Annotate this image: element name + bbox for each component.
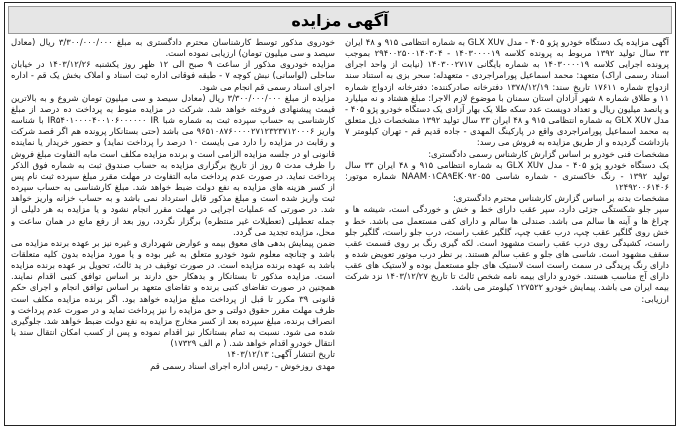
notice-paragraph: آگهی مزایده یک دستگاه خودرو پژو ۴۰۵ - مدل GLX XU۷ به شماره انتظامی ۹۱۵ و ۴۸ ایران ۳۳ سال تولید ۱۳۹۲ مربوط به پرونده کلاسه ۱۴۰۳۰۰۰۰۱۹ - ۲۹۴۰۰۲۵۰۰۱۴۰۳۰۴ بموجب پرونده اجرایی کلاسه ۱۴۰۳۰۰۰۰۱۹ به شماره بایگانی ۱۴۰۳۰۰۲۷۱۷ (نیابت از واحد اجرای اسناد رسمی اراک) متعهد: محمد اسماعیل پورامراجردی - متعهدله: سحر بزی به استناد سند ازدواج شماره ۱۷۶۱۱ تاریخ سند: ۱۳۷۸/۱۲/۱۹ دفترخانه صادرکننده: دفترخانه ازدواج شماره ۱۱ و طلاق شماره ۸ شهر آزادان استان سمنان با موضوع لازم الاجرا: مبلغ هشتاد و نه میلیارد و پانصد میلیون ریال و تعداد دویست عدد سکه طلا یک بهار آزادی یک دستگاه خودرو پژو ۴۰۵ - مدل GLX XU۷ به شماره انتظامی ۹۱۵ و ۴۸ ایران ۳۳ سال تولید ۱۳۹۲ مشخصات ذیل متعلق به محمد اسماعیل پورامراجردی واقع در پارکینگ المهدی - جاده قدیم قم - تهران کیلومتر ۷ بازداشت گردیده و از طریق مزایده به فروش می رسد: [345, 37, 669, 148]
notice-paragraph: مزایده از مبلغ ۳/۳۰۰/۰۰۰/۰۰۰ ریال (معادل سیصد و سی میلیون تومان شروع و به بالاترین قیمت پیشنهادی فروخته خواهد شد. شرکت در مزایده منوط به پرداخت ده درصد از مبلغ کارشناسی به حساب سپرده ثبت به شماره شبا IR۵۴۰۱۰۰۰۰۴۰۰۱۰۶۰۰۰۰۰۰ IR با شناسه واریز ۹۶۵۱۰۸۷۶۰۰۰۰۲۷۱۲۳۲۳۷۱۲۰۰۰۶ می باشد (حتی بستانکار پرونده هم اگر قصد شرکت و رقابت در مزایده را دارد می بایست ۱۰ درصد را پرداخت نماید) و حضور خریدار یا نماینده قانونی او در جلسه مزایده الزامی است و برنده مزایده مکلف است مابه التفاوت مبلغ فروش را ظرف مدت ۵ روز از تاریخ برگزاری مزایده به حساب صندوق ثبت به شماره فوق الذکر پرداخت نماید. در صورت عدم پرداخت مابه التفاوت در مهلت مقرر مبلغ سپرده ثبت نام پس از کسر هزینه های مزایده به نفع دولت ضبط خواهد شد. مبلغ کارشناسی به حساب سپرده ثبت واریز شده است و مبلغ مذکور قابل استرداد نمی باشد و به حساب خزانه واریز خواهد شد. در صورتی که عملیات اجرایی در مهلت مقرر انجام نشود و یا مزایده به هر دلیلی از جمله تعطیلی (تعطیلات غیر منتظره) برگزار نگردد، روز بعد از رفع مانع در همان ساعت و محل، مزایده تجدید می گردد. [11, 92, 335, 237]
notice-paragraph: ارزیابی: [641, 293, 669, 304]
notice-paragraph: ضمن پیمایش بدهی های معوق بیمه و عوارض شهرداری و غیره نیز بر عهده برنده مزایده می باشد و چنانچه معلوم شود خودرو متعلق به غیر بوده و یا مورد مزایده بدون کلیه متعلقات باشد به عهده برنده مزایده است. در صورت توقیف در ید ثالث، تحویل بر عهده برنده مزایده است. مزایده مذکور تا بستانکار و بدهکار حق دارند بر اساس توافق کتبی اقدام نمایند. همچنین در صورت تقاضای کتبی برنده و تقاضای متعهد بر اساس توافق انجام و اجرای حکم قانونی ۳۹ مکرر تا قبل از پرداخت مبلغ مزایده خواهد بود. اگر برنده مزایده مکلف است ظرف مهلت مقرر حقوق دولتی و حق مزایده را نیز پرداخت نماید و در صورت عدم پرداخت و انصراف برنده، مبلغ سپرده بعد از کسر مخارج مزایده به نفع دولت ضبط خواهد شد. جلوگیری شده می شود. نسبت به تمام بستانکار نیز اقدام نموده و پس از کسب امکان انتقال سند یا انتقال خودرو اقدام خواهد شد. ( م الف ۱۷۳۲۹) [11, 237, 335, 349]
notice-paragraph: خودروی مذکور توسط کارشناسان محترم دادگستری به مبلغ ۳/۳۰۰/۰۰۰/۰۰۰ ریال (معادل سیصد و سی میلیون تومان) ارزیابی نموده است. [11, 37, 335, 59]
signature: مهدی روزخوش - رئیس اداره اجرای اسناد رسمی قم [150, 360, 335, 371]
notice-paragraph: یک دستگاه خودرو پژو ۴۰۵ - مدل GLX XU۷ به شماره انتظامی ۹۱۵ و ۴۸ ایران ۳۳ سال تولید ۱۳۹۲ - رنگ خاکستری - شماره شاسی NAAM۰۱CA۹EK۰۹۲۰۵۵ شماره موتور: ۱۲۴۹۲۰۰۶۱۴۰۶ [345, 159, 669, 193]
notice-paragraph: مشخصات فنی خودرو بر اساس گزارش کارشناس رسمی دادگستری: [428, 148, 669, 159]
publish-date: تاریخ انتشار آگهی: ۱۴۰۳/۱۲/۱۳ [226, 349, 335, 360]
auction-notice [4, 2, 676, 426]
notice-paragraph: سپر جلو شکستگی جزئی دارد، سپر عقب دارای خط و خش و خوردگی است، شیشه ها و چراغ ها و آینه ها سالم می باشد. صندلی ها سالم و دارای کفی مستعمل می باشد. خط و خش روی گلگیر عقب چپ، درب عقب چپ، گلگیر عقب راست، درب جلو راست، گلگیر جلو راست، کشیدگی روی درب عقب راست مشهود است. لکه گیری رنگ بر روی قسمت عقب سقف مشهود است. شاسی های جلو و عقب سالم هستند. بر نظر درب موتور تعویض شده و دارای رنگ پریدگی در سمت راست است لاستیک های جلو مستعمل بوده و لاستیک های عقب دارای آج مناسب هستند. خودرو دارای بیمه نامه شخص ثالث تا تاریخ ۱۴۰۳/۱۲/۲۷ نزد شرکت بیمه ایران می باشد. پیمایش خودرو ۱۲۷۵۲۲ کیلومتر می باشد. [345, 204, 669, 293]
notice-title: آگهی مزایده [8, 6, 672, 34]
notice-paragraph: مشخصات بدنه بر اساس گزارش کارشناس محترم دادگستری: [452, 193, 669, 204]
notice-paragraph: مزایده خودروی مذکور از ساعت ۹ صبح الی ۱۲ ظهر روز یکشنبه ۱۴۰۳/۱۲/۲۶ در خیابان ساحلی (لواسانی) نبش کوچه ۷ - طبقه فوقانی اداره ثبت اسناد و املاک بخش یک قم - اداره اجرای اسناد رسمی قم انجام می شود. [11, 59, 335, 92]
notice-body [11, 37, 669, 421]
left-column [11, 37, 335, 421]
right-column [345, 37, 669, 421]
